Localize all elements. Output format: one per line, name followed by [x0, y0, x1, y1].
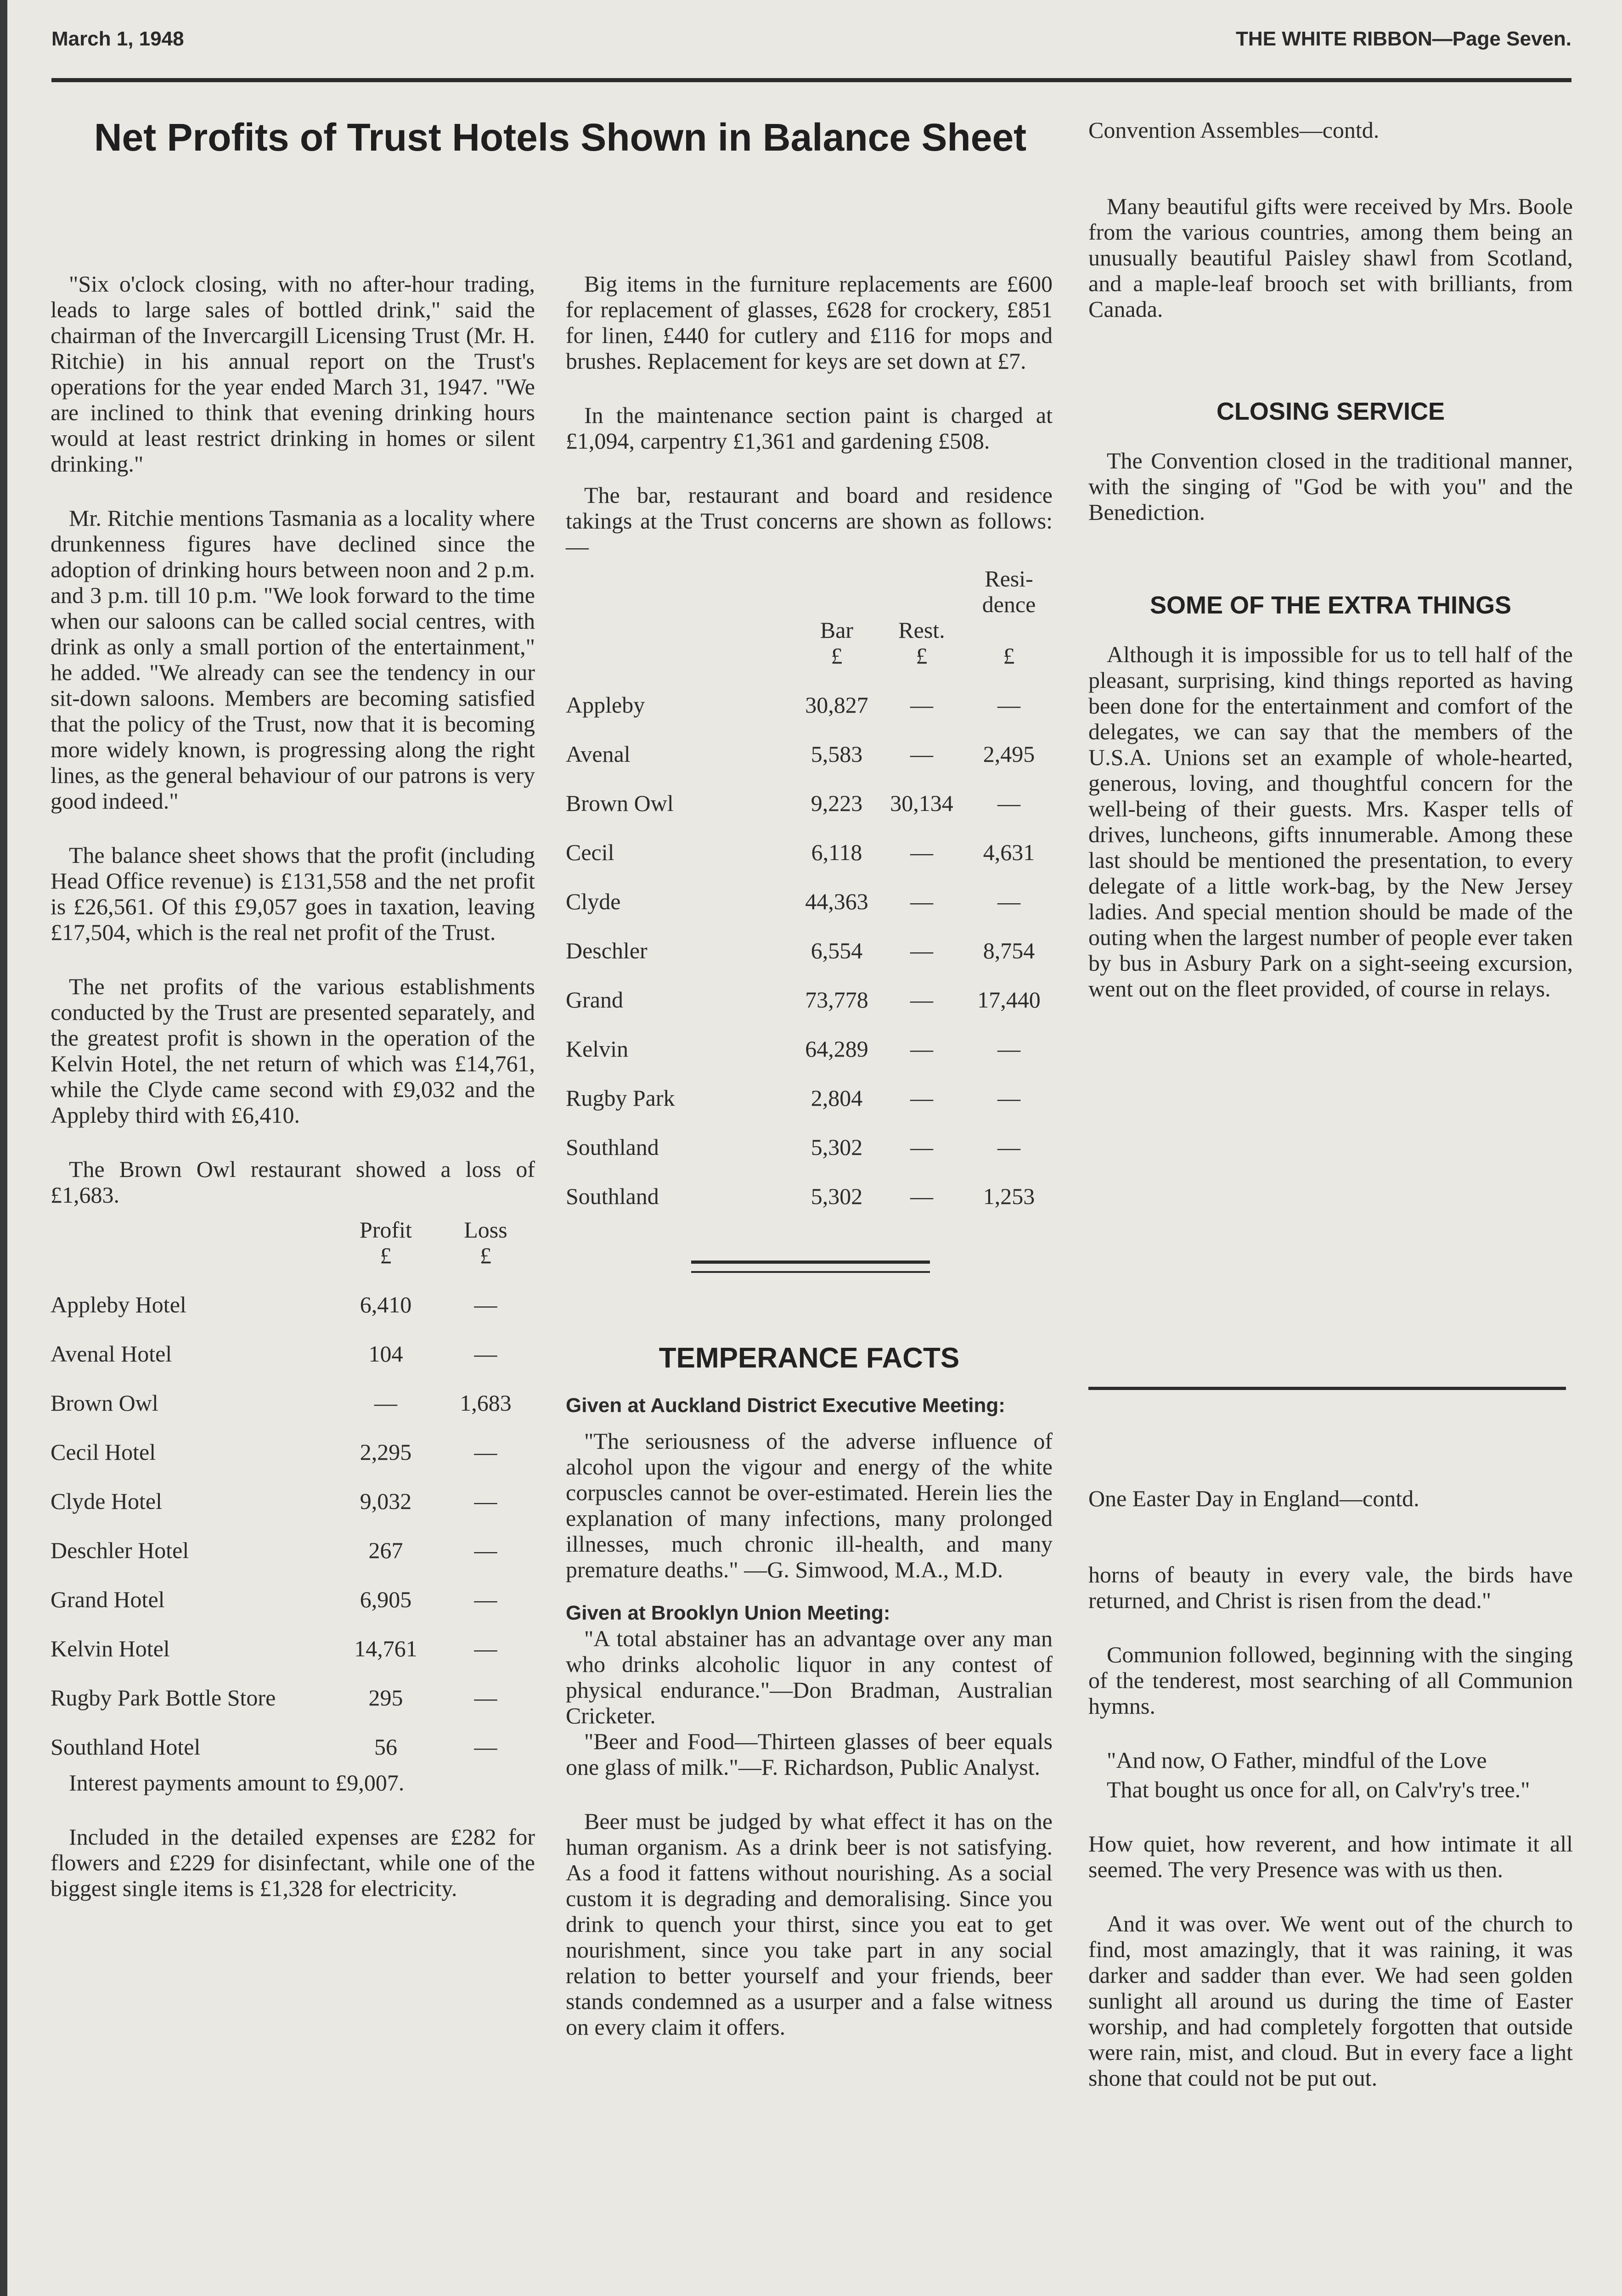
- temperance-subhead: Given at Brooklyn Union Meeting:: [566, 1602, 890, 1624]
- extra-things-title: SOME OF THE EXTRA THINGS: [1149, 591, 1512, 619]
- profit-table-row: [51, 1661, 535, 1711]
- loss-value: —: [474, 1734, 497, 1760]
- profit-loss-table: [51, 1217, 535, 1760]
- concern-name: Grand: [566, 987, 623, 1013]
- profit-table-row: [51, 1514, 535, 1563]
- bar-unit: £: [831, 643, 843, 669]
- loss-value: —: [474, 1341, 497, 1367]
- rest-value: —: [910, 1085, 933, 1111]
- bar-value: 5,302: [811, 1183, 863, 1209]
- profit-table-body: [51, 1268, 535, 1760]
- article-paragraph: In the maintenance section paint is charged at £1,094, carpentry £1,361 and gardening £508.: [566, 402, 1053, 454]
- gifts-paragraph: Many beautiful gifts were received by Mrs. Boole from the various countries, among them being an unusually beautiful Paisley shawl from Scotland, and a maple-leaf brooch set with brilliants, from Canada.: [1088, 193, 1573, 322]
- takings-table-row: [566, 963, 1053, 1013]
- takings-table-row: [566, 1062, 1053, 1111]
- takings-table-row: [566, 1160, 1053, 1209]
- hymn-verse: "And now, O Father, mindful of the Love: [1107, 1747, 1487, 1773]
- bar-header: Bar: [820, 617, 854, 643]
- continued-label: One Easter Day in England—contd.: [1088, 1486, 1419, 1511]
- loss-value: —: [474, 1537, 497, 1563]
- residence-value: —: [997, 692, 1020, 718]
- easter-paragraph: Communion followed, beginning with the singing of the tenderest, most searching of all Communion hymns.: [1088, 1642, 1573, 1719]
- concern-name: Clyde: [566, 889, 621, 914]
- profit-table-row: [51, 1416, 535, 1465]
- establishment-name: Rugby Park Bottle Store: [51, 1685, 276, 1711]
- rest-value: 30,134: [890, 790, 953, 816]
- profit-value: 6,905: [360, 1587, 412, 1612]
- profit-unit: £: [380, 1243, 392, 1268]
- article-paragraph: The bar, restaurant and board and residence takings at the Trust concerns are shown as follows:—: [566, 482, 1053, 559]
- article-column-3: [1088, 117, 1573, 1030]
- residence-value: —: [997, 889, 1020, 914]
- rest-value: —: [910, 938, 933, 963]
- profit-value: 9,032: [360, 1488, 412, 1514]
- page-spine: [0, 0, 7, 2296]
- takings-table-row: [566, 767, 1053, 816]
- temperance-paragraph: Beer must be judged by what effect it has on the human organism. As a drink beer is not satisfying. As a food it fattens without nourishing. As a social custom it is degrading and demoralising. Since you drink to quench your thirst, since you eat to get nourishment, since you take part in any social relation to better yourself and your friends, beer stands condemned as a usurper and a false witness on every claim it offers.: [566, 1808, 1053, 2040]
- article-paragraph: Included in the detailed expenses are £282 for flowers and £229 for disinfectant, while one of the biggest single items is £1,328 for electricity.: [51, 1824, 535, 1901]
- column-divider: [1088, 1387, 1566, 1390]
- issue-date: March 1, 1948: [51, 28, 184, 50]
- concern-name: Rugby Park: [566, 1085, 675, 1111]
- temperance-quote: "A total abstainer has an advantage over any man who drinks alcoholic liquor in any contest of physical endurance."—Don Bradman, Australian Cricketer.: [566, 1626, 1053, 1728]
- temperance-title: TEMPERANCE FACTS: [659, 1342, 960, 1374]
- profit-value: 6,410: [360, 1292, 412, 1317]
- residence-value: —: [997, 790, 1020, 816]
- concern-name: Brown Owl: [566, 790, 674, 816]
- concern-name: Appleby: [566, 692, 645, 718]
- establishment-name: Appleby Hotel: [51, 1292, 186, 1317]
- easter-paragraph: horns of beauty in every vale, the birds have returned, and Christ is risen from the dead.": [1088, 1562, 1573, 1613]
- establishment-name: Clyde Hotel: [51, 1488, 163, 1514]
- profit-table-row: [51, 1563, 535, 1612]
- rest-header: Rest.: [898, 617, 945, 643]
- extra-things-paragraph: Although it is impossible for us to tell half of the pleasant, surprising, kind things reported as having been done for the entertainment and comfort of the delegates, we can say that the members of the U.S.A. Unions set an example of whole-hearted, generous, loving, and thoughtful concern for the well-being of their guests. Mrs. Kasper tells of drives, luncheons, gifts innumerable. Among these last should be mentioned the presentation, to every delegate of a little work-bag, by the New Jersey ladies. And special mention should be made of the outing when the largest number of people ever taken by bus in Asbury Park on a sight-seeing excursion, went out on the fleet provided, of course in relays.: [1088, 642, 1573, 1002]
- article-title: Net Profits of Trust Hotels Shown in Balance Sheet: [94, 116, 1027, 159]
- establishment-name: Brown Owl: [51, 1390, 158, 1416]
- article-paragraph: The Brown Owl restaurant showed a loss of £1,683.: [51, 1156, 535, 1208]
- bar-value: 44,363: [805, 889, 868, 914]
- concern-name: Deschler: [566, 938, 648, 963]
- profit-value: 2,295: [360, 1439, 412, 1465]
- rest-value: —: [910, 839, 933, 865]
- temperance-quote: "The seriousness of the adverse influence of alcohol upon the vigour and energy of the white corpuscles cannot be over-estimated. Herein lies the explanation of many infections, many prolonged illnesses, much chronic ill-health, and many premature deaths." —G. Simwood, M.A., M.D.: [566, 1428, 1053, 1582]
- bar-value: 5,302: [811, 1134, 863, 1160]
- interest-note: Interest payments amount to £9,007.: [69, 1770, 405, 1795]
- residence-value: 1,253: [983, 1183, 1035, 1209]
- profit-table-row: [51, 1465, 535, 1514]
- residence-value: 8,754: [983, 938, 1035, 963]
- article-column-2: [566, 271, 1053, 1209]
- residence-value: —: [997, 1134, 1020, 1160]
- profit-value: 295: [368, 1685, 403, 1711]
- residence-value: 4,631: [983, 839, 1035, 865]
- continued-label: Convention Assembles—contd.: [1088, 117, 1380, 143]
- bar-value: 2,804: [811, 1085, 863, 1111]
- temperance-quote: "Beer and Food—Thirteen glasses of beer equals one glass of milk."—F. Richardson, Public Analyst.: [566, 1728, 1053, 1780]
- establishment-name: Avenal Hotel: [51, 1341, 172, 1367]
- rest-value: —: [910, 692, 933, 718]
- bar-value: 5,583: [811, 741, 863, 767]
- takings-table-row: [566, 865, 1053, 914]
- header-rule: [51, 78, 1571, 82]
- bar-value: 6,554: [811, 938, 863, 963]
- establishment-name: Kelvin Hotel: [51, 1636, 170, 1661]
- profit-value: 267: [368, 1537, 403, 1563]
- profit-table-row: [51, 1317, 535, 1367]
- article-paragraph: "Six o'clock closing, with no after-hour trading, leads to large sales of bottled drink," said the chairman of the Invercargill Licensing Trust (Mr. H. Ritchie) in his annual report on the Trust's operations for the year ended March 31, 1947. "We are inclined to think that evening drinking hours would at least restrict drinking in homes or silent drinking.": [51, 271, 535, 477]
- easter-section: [1088, 1486, 1573, 2119]
- article-paragraph: Mr. Ritchie mentions Tasmania as a locality where drunkenness figures have declined since the adoption of drinking hours between noon and 2 p.m. and 3 p.m. till 10 p.m. "We look forward to the time when our saloons can be called social centres, with drink as only a small portion of the entertainment," he added. "We already can see the tendency in our sit-down saloons. Members are becoming satisfied that the policy of the Trust, now that it is becoming more widely known, is progressing along the right lines, as the general behaviour of our patrons is very good indeed.": [51, 505, 535, 814]
- profit-value: —: [374, 1390, 397, 1416]
- establishment-name: Deschler Hotel: [51, 1537, 189, 1563]
- profit-table-row: [51, 1367, 535, 1416]
- bar-value: 6,118: [811, 839, 862, 865]
- concern-name: Cecil: [566, 839, 614, 865]
- article-paragraph: The net profits of the various establishments conducted by the Trust are presented separately, and the greatest profit is shown in the operation of the Kelvin Hotel, the net return of which was £14,761, while the Clyde came second with £9,032 and the Appleby third with £6,410.: [51, 974, 535, 1128]
- profit-table-row: [51, 1268, 535, 1317]
- rest-value: —: [910, 741, 933, 767]
- loss-value: —: [474, 1439, 497, 1465]
- loss-header: Loss: [464, 1217, 507, 1243]
- article-paragraph: Big items in the furniture replacements are £600 for replacement of glasses, £628 for crockery, £851 for linen, £440 for cutlery and £116 for mops and brushes. Replacement for keys are set down at £7.: [566, 271, 1053, 374]
- profit-table-row: [51, 1711, 535, 1760]
- loss-value: —: [474, 1292, 497, 1317]
- loss-unit: £: [480, 1243, 491, 1268]
- profit-value: 56: [374, 1734, 397, 1760]
- residence-value: 2,495: [983, 741, 1035, 767]
- loss-value: —: [474, 1685, 497, 1711]
- easter-paragraph: And it was over. We went out of the church to find, most amazingly, that it was raining, it was darker and sadder than ever. We had seen golden sunlight all around us during the time of Easter worship, and had completely forgotten that outside were rain, mist, and cloud. But in every face a light shone that could not be put out.: [1088, 1911, 1573, 2091]
- residence-value: —: [997, 1085, 1020, 1111]
- easter-paragraph: How quiet, how reverent, and how intimate it all seemed. The very Presence was with us then.: [1088, 1831, 1573, 1882]
- article-column-1: [51, 271, 535, 1930]
- takings-table-row: [566, 914, 1053, 963]
- takings-table: [566, 566, 1053, 1209]
- profit-header: Profit: [360, 1217, 412, 1243]
- section-divider: [691, 1261, 930, 1264]
- residence-value: —: [997, 1036, 1020, 1062]
- temperance-subhead: Given at Auckland District Executive Meeting:: [566, 1394, 1005, 1417]
- bar-value: 30,827: [805, 692, 868, 718]
- temperance-section: [566, 1340, 1053, 2068]
- concern-name: Avenal: [566, 741, 631, 767]
- loss-value: —: [474, 1488, 497, 1514]
- hymn-verse: That bought us once for all, on Calv'ry's tree.": [1107, 1777, 1530, 1802]
- establishment-name: Southland Hotel: [51, 1734, 201, 1760]
- profit-value: 104: [368, 1341, 403, 1367]
- concern-name: Southland: [566, 1134, 659, 1160]
- residence-value: 17,440: [977, 987, 1041, 1013]
- publication-header: THE WHITE RIBBON—Page Seven.: [1235, 28, 1571, 50]
- article-paragraph: The balance sheet shows that the profit (including Head Office revenue) is £131,558 and the net profit is £26,561. Of this £9,057 goes in taxation, leaving £17,504, which is the real net profit of the Trust.: [51, 842, 535, 945]
- concern-name: Kelvin: [566, 1036, 629, 1062]
- closing-paragraph: The Convention closed in the traditional manner, with the singing of "God be with you" and the Benediction.: [1088, 448, 1573, 525]
- takings-table-body: [566, 669, 1053, 1209]
- loss-value: —: [474, 1636, 497, 1661]
- loss-value: —: [474, 1587, 497, 1612]
- rest-value: —: [910, 1134, 933, 1160]
- rest-value: —: [910, 987, 933, 1013]
- section-divider-thin: [691, 1271, 930, 1273]
- concern-name: Southland: [566, 1183, 659, 1209]
- loss-value: 1,683: [460, 1390, 512, 1416]
- rest-value: —: [910, 1036, 933, 1062]
- takings-table-row: [566, 669, 1053, 718]
- takings-table-row: [566, 718, 1053, 767]
- profit-value: 14,761: [354, 1636, 417, 1661]
- closing-service-title: CLOSING SERVICE: [1216, 398, 1445, 425]
- takings-table-row: [566, 1013, 1053, 1062]
- bar-value: 64,289: [805, 1036, 868, 1062]
- establishment-name: Grand Hotel: [51, 1587, 165, 1612]
- rest-value: —: [910, 889, 933, 914]
- residence-header: Resi- dence: [982, 566, 1036, 617]
- bar-value: 9,223: [811, 790, 863, 816]
- takings-table-row: [566, 1111, 1053, 1160]
- rest-unit: £: [916, 643, 928, 669]
- profit-table-row: [51, 1612, 535, 1661]
- residence-unit: £: [1003, 643, 1015, 669]
- bar-value: 73,778: [805, 987, 868, 1013]
- takings-table-row: [566, 816, 1053, 865]
- rest-value: —: [910, 1183, 933, 1209]
- establishment-name: Cecil Hotel: [51, 1439, 156, 1465]
